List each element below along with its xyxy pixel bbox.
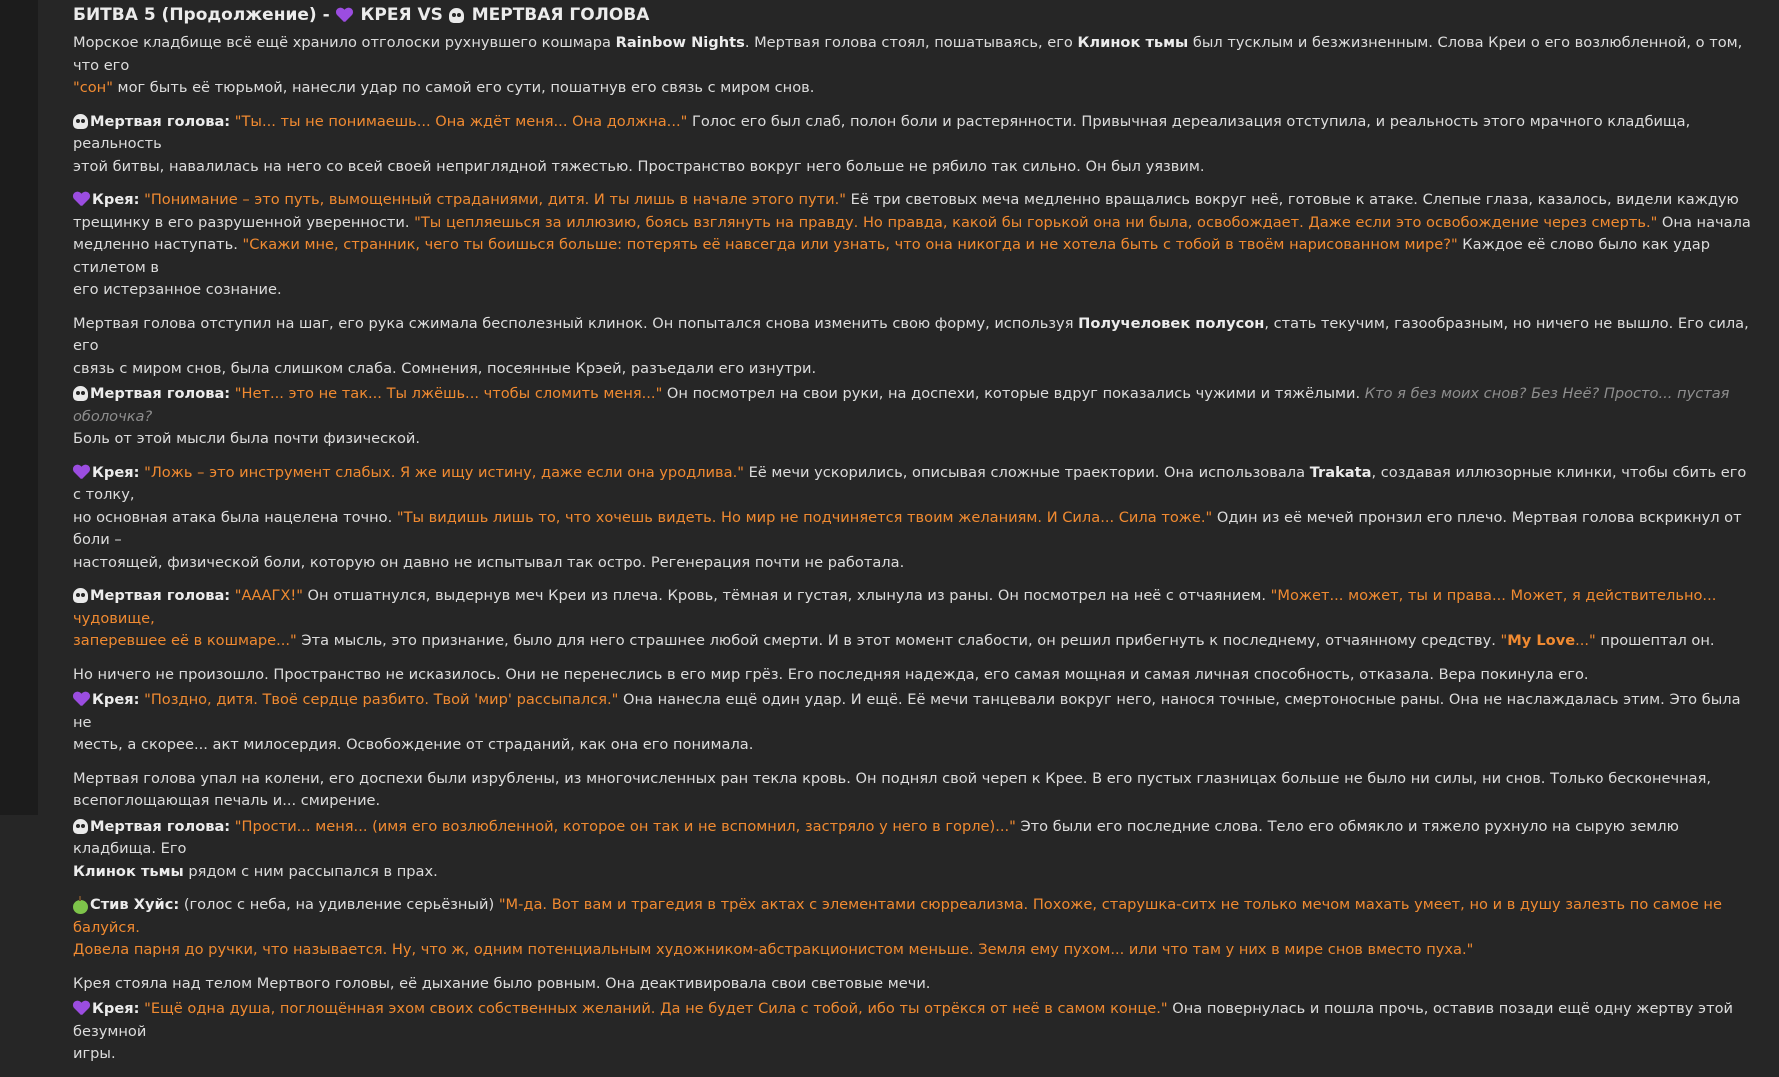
text-run: Эта мысль, это признание, было для него страшнее любой смерти. И в этот момент слабости, он решил прибегнуть к последнему, отчаянному средству. — [296, 632, 1501, 649]
purple-heart-icon — [336, 6, 353, 23]
text-run: Боль от этой мысли была почти физической. — [73, 430, 420, 447]
text-run: (голос с неба, на удивление серьёзный) — [179, 896, 499, 913]
text-run: "М-да. Вот вам и трагедия в трёх актах с элементами сюрреализма. Похоже, старушка-ситх не только мечом махать умеет, но и в душу залезть по самое не балуйся. — [73, 896, 1722, 936]
purple-heart-icon — [73, 690, 90, 707]
text-run: трещинку в его разрушенной уверенности. — [73, 213, 415, 231]
text-run: медленно наступать. — [73, 236, 243, 253]
text-run: мог быть её тюрьмой, нанесли удар по самой его сути, пошатнув его связь с миром снов. — [112, 79, 815, 96]
paragraph-dialogue — [73, 189, 1753, 302]
text-run: Мертвая голова: — [90, 817, 231, 835]
text-run: был тусклым и безжизненным. Слова Креи о его возлюбленной, о том, что его — [73, 34, 1743, 74]
text-run: "сон" — [73, 79, 113, 96]
text-run: этой битвы, навалилась на него со всей своей неприглядной тяжестью. Пространство вокруг него больше не рябило так сильно. Он был уязвим. — [73, 157, 1205, 175]
text-run: Стив Хуйс: — [90, 896, 180, 913]
purple-heart-icon — [73, 999, 90, 1016]
text-run: Голос его был слаб, полон боли и растерянности. Привычная дереализация отступила, и реальность этого мрачного кладбища, реальность — [73, 112, 1691, 152]
text-run: Довела парня до ручки, что называется. Ну, что ж, одним потенциальным художником-абстракционистом меньше. Земля ему пухом... или что там у них в мире снов вместо пуха." — [73, 941, 1474, 958]
text-run: Крея: — [92, 463, 140, 481]
paragraph-dialogue — [73, 383, 1753, 451]
paragraph-narration — [73, 768, 1753, 813]
paragraph-dialogue — [73, 585, 1753, 653]
message-body — [73, 4, 1753, 1077]
text-run: Её мечи ускорились, описывая сложные траектории. Она использовала — [743, 463, 1310, 481]
text-run: КРЕЯ VS — [360, 5, 449, 25]
text-run: игры. — [73, 1045, 116, 1062]
text-run: " — [1500, 632, 1508, 649]
text-run: Получеловек полусон — [1078, 314, 1265, 332]
text-run: настоящей, физической боли, которую он давно не испытывал так остро. Регенерация почти не работала. — [73, 553, 905, 571]
text-run: "АААГХ!" — [234, 587, 303, 604]
paragraph-dialogue — [73, 894, 1753, 962]
purple-heart-icon — [73, 190, 90, 207]
text-run: Trakata — [1309, 463, 1372, 481]
skull-icon — [73, 386, 88, 401]
text-run: "Ты цепляешься за иллюзию, боясь взглянуть на правду. Но правда, какой бы горькой она ни была, освобождает. Даже если это освобождение через смерть." — [414, 213, 1658, 231]
purple-heart-icon — [73, 463, 90, 480]
text-run: "Прости... меня... (имя его возлюбленной, которое он так и не вспомнил, застряло у него в горле)..." — [234, 817, 1016, 835]
battle-title — [73, 4, 1753, 26]
text-run: Один из её мечей пронзил его плечо. Мертвая голова вскрикнул от боли – — [73, 508, 1742, 548]
paragraph-narration: Крея стояла над телом Мертвого головы, её дыхание было ровным. Она деактивировала свои световые мечи. — [73, 974, 931, 992]
text-run: прошептал он. — [1595, 632, 1715, 649]
text-run: Её три световых меча медленно вращались вокруг неё, готовые к атаке. Слепые глаза, казалось, видели каждую — [845, 191, 1739, 208]
text-run: "Скажи мне, странник, чего ты боишься больше: потерять её навсегда или узнать, что она никогда и не хотела быть с тобой в твоём нарисованном мире?" — [242, 236, 1458, 253]
text-run: Крея: — [92, 191, 140, 208]
skull-icon — [73, 819, 88, 834]
text-run: Крея: — [92, 1000, 140, 1017]
paragraph-narration: Но ничего не произошло. Пространство не исказилось. Они не перенеслись в его мир грёз. Его последняя надежда, его самая мощная и самая личная способность, отказала. Вера покинула его. — [73, 665, 1589, 683]
text-run: Крея: — [92, 691, 140, 708]
paragraph-dialogue — [73, 689, 1753, 757]
text-run: Мертвая голова: — [90, 385, 231, 402]
text-run: , создавая иллюзорные клинки, чтобы сбить его с толку, — [73, 463, 1747, 503]
text-run: Она нанесла ещё один удар. И ещё. Её мечи танцевали вокруг него, нанося точные, смертоносные раны. Она не наслаждалась этим. Это была не — [73, 691, 1741, 731]
paragraph-dialogue — [73, 462, 1753, 575]
text-run: . Мертвая голова стоял, пошатываясь, его — [744, 34, 1078, 51]
text-run: Мертвая голова: — [90, 112, 231, 130]
paragraph-dialogue — [73, 111, 1753, 179]
paragraph-narration — [73, 313, 1753, 381]
text-run: его истерзанное сознание. — [73, 281, 282, 298]
text-run: "Ты видишь лишь то, что хочешь видеть. Но мир не подчиняется твоим желаниям. И Сила... Сила тоже." — [396, 508, 1213, 526]
text-run: "Может... может, ты и права... Может, я действительно... чудовище, — [73, 587, 1717, 627]
paragraph-dialogue — [73, 816, 1753, 884]
text-run: МЕРТВАЯ ГОЛОВА — [471, 5, 650, 25]
text-run: "Ты... ты не понимаешь... Она ждёт меня... Она должна..." — [234, 112, 688, 130]
paragraph-dialogue — [73, 998, 1753, 1066]
text-run: Клинок тьмы — [73, 862, 184, 880]
text-run: "Ложь – это инструмент слабых. Я же ищу истину, даже если она уродлива." — [144, 463, 744, 481]
text-run: My Love — [1507, 632, 1576, 649]
left-gutter — [0, 0, 38, 815]
text-run: "Нет... это не так... Ты лжёшь... чтобы сломить меня..." — [234, 385, 663, 402]
text-run: Кто я без моих снов? Без Неё? Просто... пустая оболочка? — [73, 385, 1730, 425]
text-run: Он посмотрел на свои руки, на доспехи, которые вдруг показались чужими и тяжёлыми. — [662, 385, 1365, 402]
text-run: ..." — [1575, 632, 1596, 649]
text-run: Rainbow Nights — [615, 34, 745, 51]
text-run: Мертвая голова: — [90, 587, 231, 604]
skull-icon — [449, 8, 464, 23]
text-run: Каждое её слово было как удар стилетом в — [73, 236, 1711, 276]
skull-icon — [73, 588, 88, 603]
text-run: БИТВА 5 (Продолжение) - — [73, 5, 336, 25]
text-run: всепоглощающая печаль и... смирение. — [73, 792, 381, 809]
text-run: рядом с ним рассыпался в прах. — [183, 862, 438, 880]
text-run: Клинок тьмы — [1077, 34, 1189, 51]
text-run: "Ещё одна душа, поглощённая эхом своих собственных желаний. Да не будет Сила с тобой, ибо ты отрёкся от неё в самом конце." — [144, 1000, 1168, 1017]
text-run: "Поздно, дитя. Твоё сердце разбито. Твой 'мир' рассыпался." — [144, 691, 619, 708]
text-run: заперевшее её в кошмаре..." — [73, 632, 297, 649]
text-run: Мертвая голова упал на колени, его доспехи были изрублены, из многочисленных ран текла кровь. Он поднял свой череп к Крее. В его пустых глазницах больше не было ни силы, ни снов. Только бесконечная, — [73, 769, 1712, 787]
text-run: Мертвая голова отступил на шаг, его рука сжимала бесполезный клинок. Он попытался снова изменить свою форму, используя — [73, 314, 1079, 332]
text-run: месть, а скорее... акт милосердия. Освобождение от страданий, как она его понимала. — [73, 736, 754, 753]
green-apple-icon — [73, 900, 88, 914]
text-run: , стать текучим, газообразным, но ничего не вышло. Его сила, его — [73, 314, 1749, 354]
text-run: Это были его последние слова. Тело его обмякло и тяжело рухнуло на сырую землю кладбища. Его — [73, 817, 1679, 857]
text-run: "Понимание – это путь, вымощенный страданиями, дитя. И ты лишь в начале этого пути." — [144, 191, 846, 208]
text-run: Морское кладбище всё ещё хранило отголоски рухнувшего кошмара — [73, 34, 616, 51]
text-run: Она повернулась и пошла прочь, оставив позади ещё одну жертву этой безумной — [73, 1000, 1733, 1040]
text-run: Он отшатнулся, выдернув меч Креи из плеча. Кровь, тёмная и густая, хлынула из раны. Он посмотрел на неё с отчаянием. — [302, 587, 1271, 604]
text-run: Она начала — [1657, 213, 1751, 231]
paragraph-intro — [73, 32, 1753, 100]
text-run: связь с миром снов, была слишком слаба. Сомнения, посеянные Крэей, разъедали его изнутри. — [73, 359, 817, 377]
text-run: но основная атака была нацелена точно. — [73, 508, 397, 526]
skull-icon — [73, 114, 88, 129]
